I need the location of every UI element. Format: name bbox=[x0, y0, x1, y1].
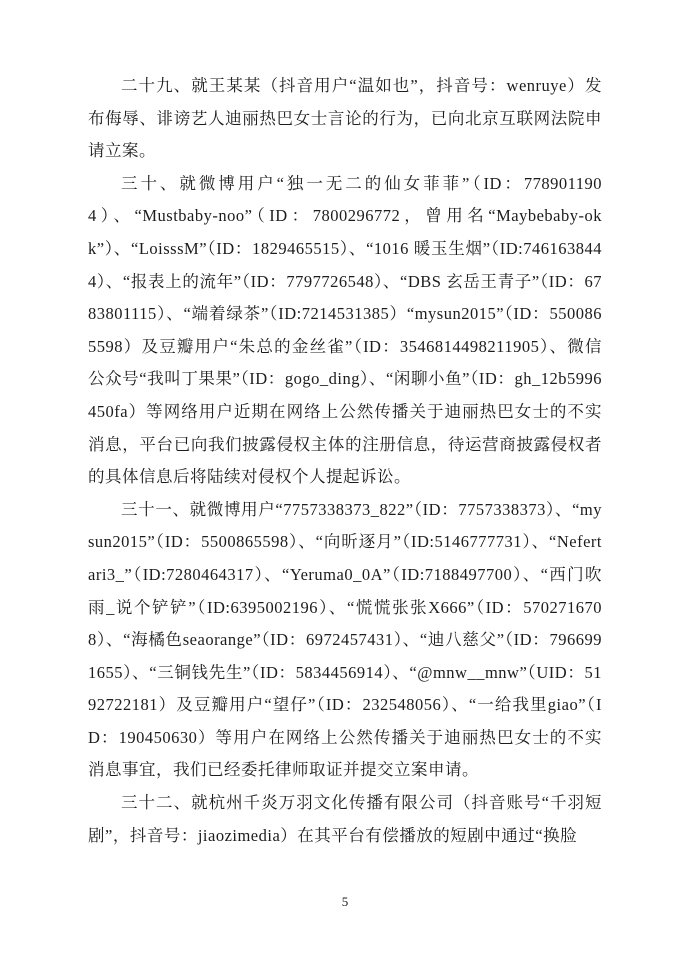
paragraph-31: 三十一、就微博用户“7757338373_822”（ID：7757338373）、“my sun2015”（ID：5500865598）、“向昕逐月”（ID:5146777731）、“Nefertari3_”（ID:7280464317）、“Yeruma0_0A”（ID:7188497700）、“西门吹雨_说个铲铲”（ID:6395002196）、“慌慌张张X666”（ID：5702716708）、“海橘色seaorange”（ID：6972457431）、“迪八慈父”（ID：7966991655）、“三铜钱先生”（ID：5834456914）、“@mnw__mnw”（UID：5192722181）及豆瓣用户“望仔”（ID：232548056）、“一给我里giao”（ID：190450630）等用户在网络上公然传播关于迪丽热巴女士的不实消息事宜，我们已经委托律师取证并提交立案申请。 bbox=[88, 499, 602, 780]
paragraph-32: 三十二、就杭州千炎万羽文化传播有限公司（抖音账号“千羽短剧”，抖音号：jiaozimedia）在其平台有偿播放的短剧中通过“换脸 bbox=[88, 793, 602, 845]
paragraph-29: 二十九、就王某某（抖音用户“温如也”，抖音号：wenruye）发布侮辱、诽谤艺人迪丽热巴女士言论的行为，已向北京互联网法院申请立案。 bbox=[88, 76, 602, 161]
page-number: 5 bbox=[341, 894, 349, 909]
paragraph-30: 三十、就微博用户“独一无二的仙女菲菲”（ID：7789011904）、“Mustbaby-noo”（ID：7800296772，曾用名“Maybebaby-okk”）、“LoisssM”（ID：1829465515）、“1016 暖玉生烟”（ID:7461638444）、“报表上的流年”（ID：7797726548）、“DBS 玄岳王青子”（ID：6783801115）、“端着绿茶”（ID:7214531385）“mysun2015”（ID：5500865598）及豆瓣用户“朱总的金丝雀”（ID：3546814498211905）、微信公众号“我叫丁果果”（ID：gogo_ding）、“闲聊小鱼”（ID：gh_12b5996450fa）等网络用户近期在网络上公然传播关于迪丽热巴女士的不实消息，平台已向我们披露侵权主体的注册信息，待运营商披露侵权者的具体信息后将陆续对侵权个人提起诉讼。 bbox=[88, 173, 602, 487]
document-body bbox=[88, 70, 602, 852]
